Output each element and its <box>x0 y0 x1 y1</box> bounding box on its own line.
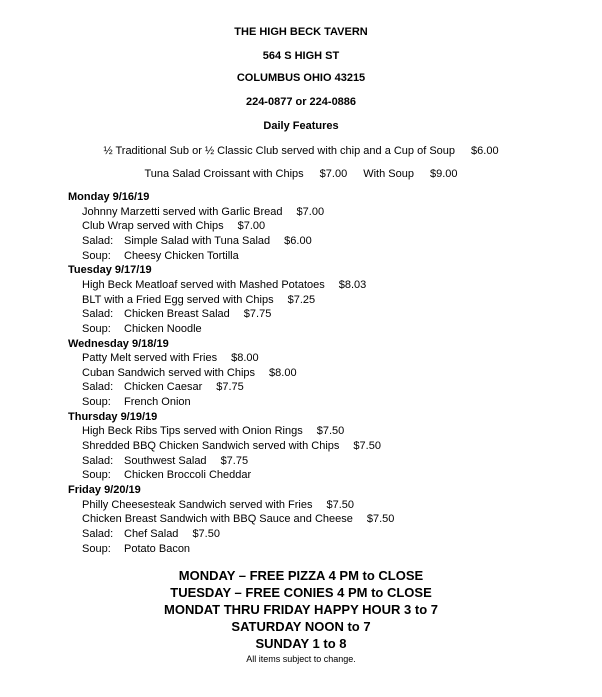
menu-item-text: Chicken Caesar <box>124 381 203 394</box>
menu-item-price: $6.00 <box>284 234 312 247</box>
menu-item <box>82 308 271 320</box>
menu-item <box>82 235 312 247</box>
menu-item-price: $7.75 <box>220 454 249 467</box>
menu-item-price: $7.50 <box>366 513 395 526</box>
menu-item-label: Soup: <box>82 469 111 482</box>
menu-item <box>82 469 251 481</box>
feature-line-1 <box>0 145 602 157</box>
menu-item-price: $8.00 <box>231 352 259 365</box>
menu-item <box>82 528 220 540</box>
menu-item-price: $7.50 <box>316 425 345 438</box>
menu-item <box>82 352 259 364</box>
menu-item-price: $7.25 <box>287 293 316 306</box>
feature-2-extra-price: $9.00 <box>429 168 458 180</box>
feature-2-extra: With Soup <box>363 168 414 180</box>
special-sunday: SUNDAY 1 to 8 <box>255 636 347 651</box>
menu-item-text: Cuban Sandwich served with Chips <box>82 366 256 379</box>
menu-item-price: $8.03 <box>338 278 367 291</box>
tavern-address: 564 S HIGH ST <box>262 50 340 62</box>
menu-item-label: Salad: <box>82 454 114 467</box>
feature-2-text: Tuna Salad Croissant with Chips <box>144 168 304 180</box>
menu-item-text: Club Wrap served with Chips <box>82 220 224 233</box>
menu-item-text: BLT with a Fried Egg served with Chips <box>82 293 274 306</box>
menu-item-label: Salad: <box>82 381 114 394</box>
menu-item-label: Soup: <box>82 249 111 262</box>
menu-item <box>82 396 191 408</box>
menu-item-label: Soup: <box>82 322 111 335</box>
menu-item-text: Philly Cheesesteak Sandwich served with Fries <box>82 498 313 511</box>
menu-item <box>82 440 381 452</box>
menu-item <box>82 455 248 467</box>
menu-item <box>82 323 202 335</box>
feature-1-text: ½ Traditional Sub or ½ Classic Club served with chip and a Cup of Soup <box>103 145 456 157</box>
day-heading: Tuesday 9/17/19 <box>68 264 152 277</box>
menu-item <box>82 543 190 555</box>
menu-item-text: High Beck Meatloaf served with Mashed Potatoes <box>82 278 325 291</box>
menu-item-text: Chicken Noodle <box>124 322 202 335</box>
menu-item <box>82 220 265 232</box>
menu-item <box>82 367 297 379</box>
menu-item <box>82 499 354 511</box>
menu-item <box>82 294 315 306</box>
day-heading: Monday 9/16/19 <box>68 191 150 203</box>
menu-item-price: $8.00 <box>269 366 297 379</box>
footer-note: All items subject to change. <box>246 654 356 664</box>
feature-1-price: $6.00 <box>471 145 499 157</box>
special-monday: MONDAY – FREE PIZZA 4 PM to CLOSE <box>178 568 424 583</box>
day-heading: Wednesday 9/18/19 <box>68 337 169 350</box>
menu-item <box>82 279 366 291</box>
menu-item-text: French Onion <box>124 396 191 409</box>
menu-item-label: Salad: <box>82 234 114 247</box>
day-heading: Thursday 9/19/19 <box>68 410 158 423</box>
menu-item-price: $7.75 <box>216 381 244 394</box>
menu-item-label: Soup: <box>82 396 111 409</box>
menu-item-text: Chicken Breast Sandwich with BBQ Sauce and Cheese <box>82 513 353 526</box>
tavern-city: COLUMBUS OHIO 43215 <box>236 72 366 84</box>
menu-item-price: $7.00 <box>237 220 266 233</box>
menu-item <box>82 250 239 262</box>
menu-item-text: Potato Bacon <box>124 542 191 555</box>
tavern-name: THE HIGH BECK TAVERN <box>234 26 368 38</box>
special-happy-hour: MONDAT THRU FRIDAY HAPPY HOUR 3 to 7 <box>164 602 438 617</box>
daily-features-title: Daily Features <box>263 120 339 132</box>
menu-item-text: Johnny Marzetti served with Garlic Bread <box>82 205 283 218</box>
menu-item <box>82 425 344 437</box>
menu-item-text: Patty Melt served with Fries <box>82 352 218 365</box>
menu-item <box>82 381 244 393</box>
feature-2-price: $7.00 <box>319 168 348 180</box>
menu-item-text: Simple Salad with Tuna Salad <box>124 234 271 247</box>
menu-item-text: High Beck Ribs Tips served with Onion Rings <box>82 425 303 438</box>
special-saturday: SATURDAY NOON to 7 <box>231 619 371 634</box>
menu-item-text: Chicken Broccoli Cheddar <box>124 469 252 482</box>
menu-item-text: Shredded BBQ Chicken Sandwich served with Chips <box>82 440 340 453</box>
menu-item-label: Salad: <box>82 308 114 321</box>
menu-item-label: Salad: <box>82 527 114 540</box>
menu-item <box>82 513 394 525</box>
menu-item-text: Southwest Salad <box>124 454 207 467</box>
menu-item-price: $7.00 <box>296 205 325 218</box>
tavern-phone: 224-0877 or 224-0886 <box>245 96 357 108</box>
menu-item-price: $7.75 <box>243 308 272 321</box>
special-tuesday: TUESDAY – FREE CONIES 4 PM to CLOSE <box>170 585 432 600</box>
menu-item-text: Cheesy Chicken Tortilla <box>124 249 239 262</box>
day-heading: Friday 9/20/19 <box>68 484 141 496</box>
menu-item <box>82 206 324 218</box>
menu-item-text: Chicken Breast Salad <box>124 308 230 321</box>
menu-item-text: Chef Salad <box>124 527 179 540</box>
menu-item-price: $7.50 <box>353 440 381 453</box>
menu-item-price: $7.50 <box>326 498 355 511</box>
menu-item-label: Soup: <box>82 542 111 555</box>
menu-item-price: $7.50 <box>192 527 220 540</box>
feature-line-2 <box>0 168 602 180</box>
